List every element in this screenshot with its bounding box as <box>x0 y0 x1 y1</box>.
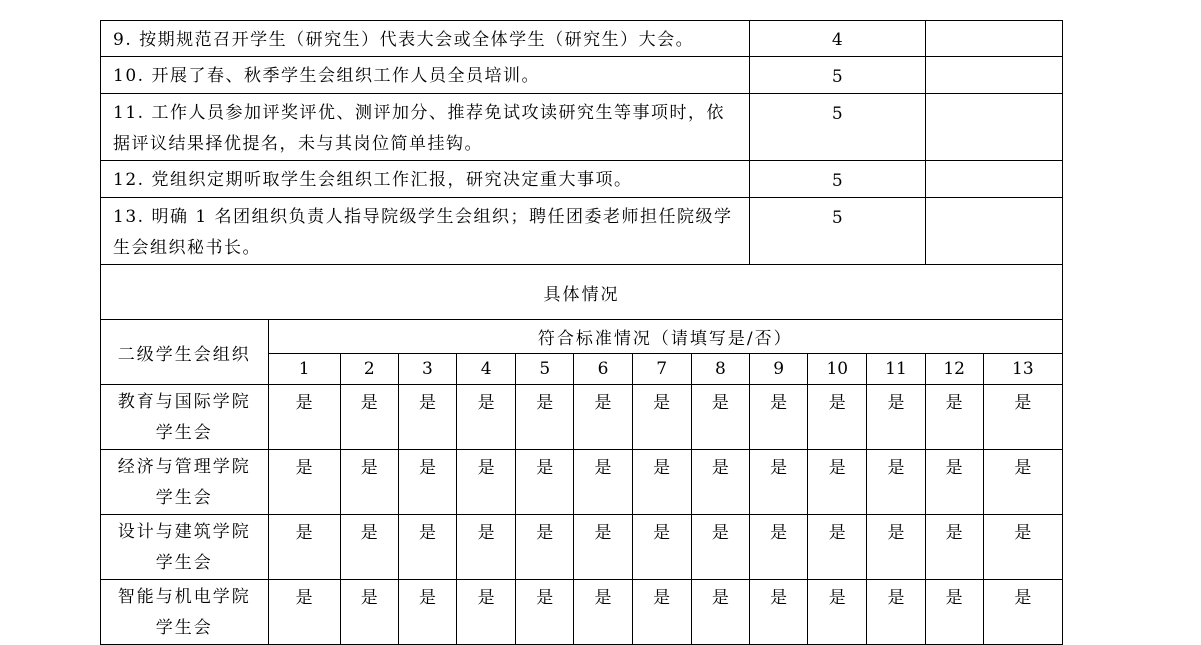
compliance-answer: 是 <box>750 385 808 450</box>
compliance-answer: 是 <box>398 580 456 645</box>
compliance-answer: 是 <box>925 385 983 450</box>
criterion-row <box>101 57 1063 94</box>
section-title: 具体情况 <box>101 265 1063 320</box>
criterion-score: 4 <box>750 21 926 57</box>
criterion-text: 11. 工作人员参加评奖评优、测评加分、推荐免试攻读研究生等事项时，依据评议结果择优提名，未与其岗位简单挂钩。 <box>101 94 750 161</box>
organization-name <box>101 450 269 515</box>
compliance-answer: 是 <box>574 450 632 515</box>
compliance-answer: 是 <box>398 515 456 580</box>
standard-header: 符合标准情况（请填写是/否） <box>268 320 1063 354</box>
criterion-row <box>101 198 1063 265</box>
compliance-answer: 是 <box>867 450 925 515</box>
criterion-score: 5 <box>750 161 926 198</box>
criterion-text: 10. 开展了春、秋季学生会组织工作人员全员培训。 <box>101 57 750 94</box>
standard-header-row <box>101 320 1063 354</box>
compliance-answer: 是 <box>516 385 574 450</box>
compliance-answer: 是 <box>983 385 1062 450</box>
compliance-answer: 是 <box>268 515 340 580</box>
column-number: 12 <box>925 354 983 385</box>
column-number: 6 <box>574 354 632 385</box>
compliance-answer: 是 <box>516 515 574 580</box>
compliance-answer: 是 <box>925 450 983 515</box>
compliance-answer: 是 <box>867 515 925 580</box>
column-number: 10 <box>808 354 867 385</box>
compliance-answer: 是 <box>632 515 691 580</box>
organization-name-line2: 学生会 <box>155 553 213 573</box>
column-number: 8 <box>691 354 749 385</box>
compliance-answer: 是 <box>691 580 749 645</box>
compliance-answer: 是 <box>516 580 574 645</box>
organization-row <box>101 515 1063 580</box>
compliance-answer: 是 <box>457 580 516 645</box>
column-number: 5 <box>516 354 574 385</box>
compliance-answer: 是 <box>983 450 1062 515</box>
criterion-remark-cell <box>925 198 1062 265</box>
organization-name-line1: 教育与国际学院 <box>117 392 251 412</box>
section-title-row <box>101 265 1063 320</box>
compliance-answer: 是 <box>457 450 516 515</box>
evaluation-table <box>100 20 1063 645</box>
compliance-answer: 是 <box>750 450 808 515</box>
compliance-answer: 是 <box>808 385 867 450</box>
compliance-answer: 是 <box>340 515 398 580</box>
compliance-answer: 是 <box>398 385 456 450</box>
compliance-answer: 是 <box>691 450 749 515</box>
compliance-answer: 是 <box>340 450 398 515</box>
evaluation-document <box>100 20 1063 645</box>
column-number: 1 <box>268 354 340 385</box>
compliance-answer: 是 <box>808 450 867 515</box>
compliance-answer: 是 <box>574 385 632 450</box>
criterion-score: 5 <box>750 198 926 265</box>
compliance-answer: 是 <box>925 580 983 645</box>
org-column-header: 二级学生会组织 <box>101 320 269 385</box>
criterion-text: 12. 党组织定期听取学生会组织工作汇报，研究决定重大事项。 <box>101 161 750 198</box>
criterion-row <box>101 21 1063 57</box>
criterion-row <box>101 161 1063 198</box>
compliance-answer: 是 <box>340 385 398 450</box>
compliance-answer: 是 <box>632 450 691 515</box>
organization-name <box>101 580 269 645</box>
compliance-answer: 是 <box>691 385 749 450</box>
column-number: 4 <box>457 354 516 385</box>
compliance-answer: 是 <box>516 450 574 515</box>
criterion-score: 5 <box>750 94 926 161</box>
criterion-score: 5 <box>750 57 926 94</box>
criterion-remark-cell <box>925 57 1062 94</box>
criterion-remark-cell <box>925 161 1062 198</box>
compliance-answer: 是 <box>750 515 808 580</box>
compliance-answer: 是 <box>867 580 925 645</box>
column-number: 9 <box>750 354 808 385</box>
compliance-answer: 是 <box>983 515 1062 580</box>
compliance-answer: 是 <box>983 580 1062 645</box>
column-number: 3 <box>398 354 456 385</box>
column-number: 13 <box>983 354 1062 385</box>
organization-row <box>101 580 1063 645</box>
compliance-answer: 是 <box>867 385 925 450</box>
compliance-answer: 是 <box>574 580 632 645</box>
compliance-answer: 是 <box>574 515 632 580</box>
compliance-answer: 是 <box>925 515 983 580</box>
organization-row <box>101 450 1063 515</box>
criterion-row <box>101 94 1063 161</box>
compliance-answer: 是 <box>808 580 867 645</box>
organization-name-line2: 学生会 <box>155 618 213 638</box>
compliance-answer: 是 <box>268 385 340 450</box>
organization-name <box>101 515 269 580</box>
compliance-answer: 是 <box>340 580 398 645</box>
organization-name-line2: 学生会 <box>155 488 213 508</box>
compliance-answer: 是 <box>691 515 749 580</box>
column-number: 7 <box>632 354 691 385</box>
organization-row <box>101 385 1063 450</box>
compliance-answer: 是 <box>632 385 691 450</box>
column-number: 11 <box>867 354 925 385</box>
compliance-answer: 是 <box>268 580 340 645</box>
compliance-answer: 是 <box>808 515 867 580</box>
compliance-answer: 是 <box>457 515 516 580</box>
organization-name-line1: 设计与建筑学院 <box>117 522 251 542</box>
criterion-text: 9. 按期规范召开学生（研究生）代表大会或全体学生（研究生）大会。 <box>101 21 750 57</box>
criterion-remark-cell <box>925 94 1062 161</box>
compliance-answer: 是 <box>632 580 691 645</box>
organization-name-line1: 经济与管理学院 <box>117 457 251 477</box>
compliance-answer: 是 <box>750 580 808 645</box>
organization-name <box>101 385 269 450</box>
compliance-answer: 是 <box>457 385 516 450</box>
column-number: 2 <box>340 354 398 385</box>
organization-name-line1: 智能与机电学院 <box>117 587 251 607</box>
criterion-text: 13. 明确 1 名团组织负责人指导院级学生会组织；聘任团委老师担任院级学生会组织秘书长。 <box>101 198 750 265</box>
criterion-remark-cell <box>925 21 1062 57</box>
compliance-answer: 是 <box>268 450 340 515</box>
compliance-answer: 是 <box>398 450 456 515</box>
organization-name-line2: 学生会 <box>155 423 213 443</box>
